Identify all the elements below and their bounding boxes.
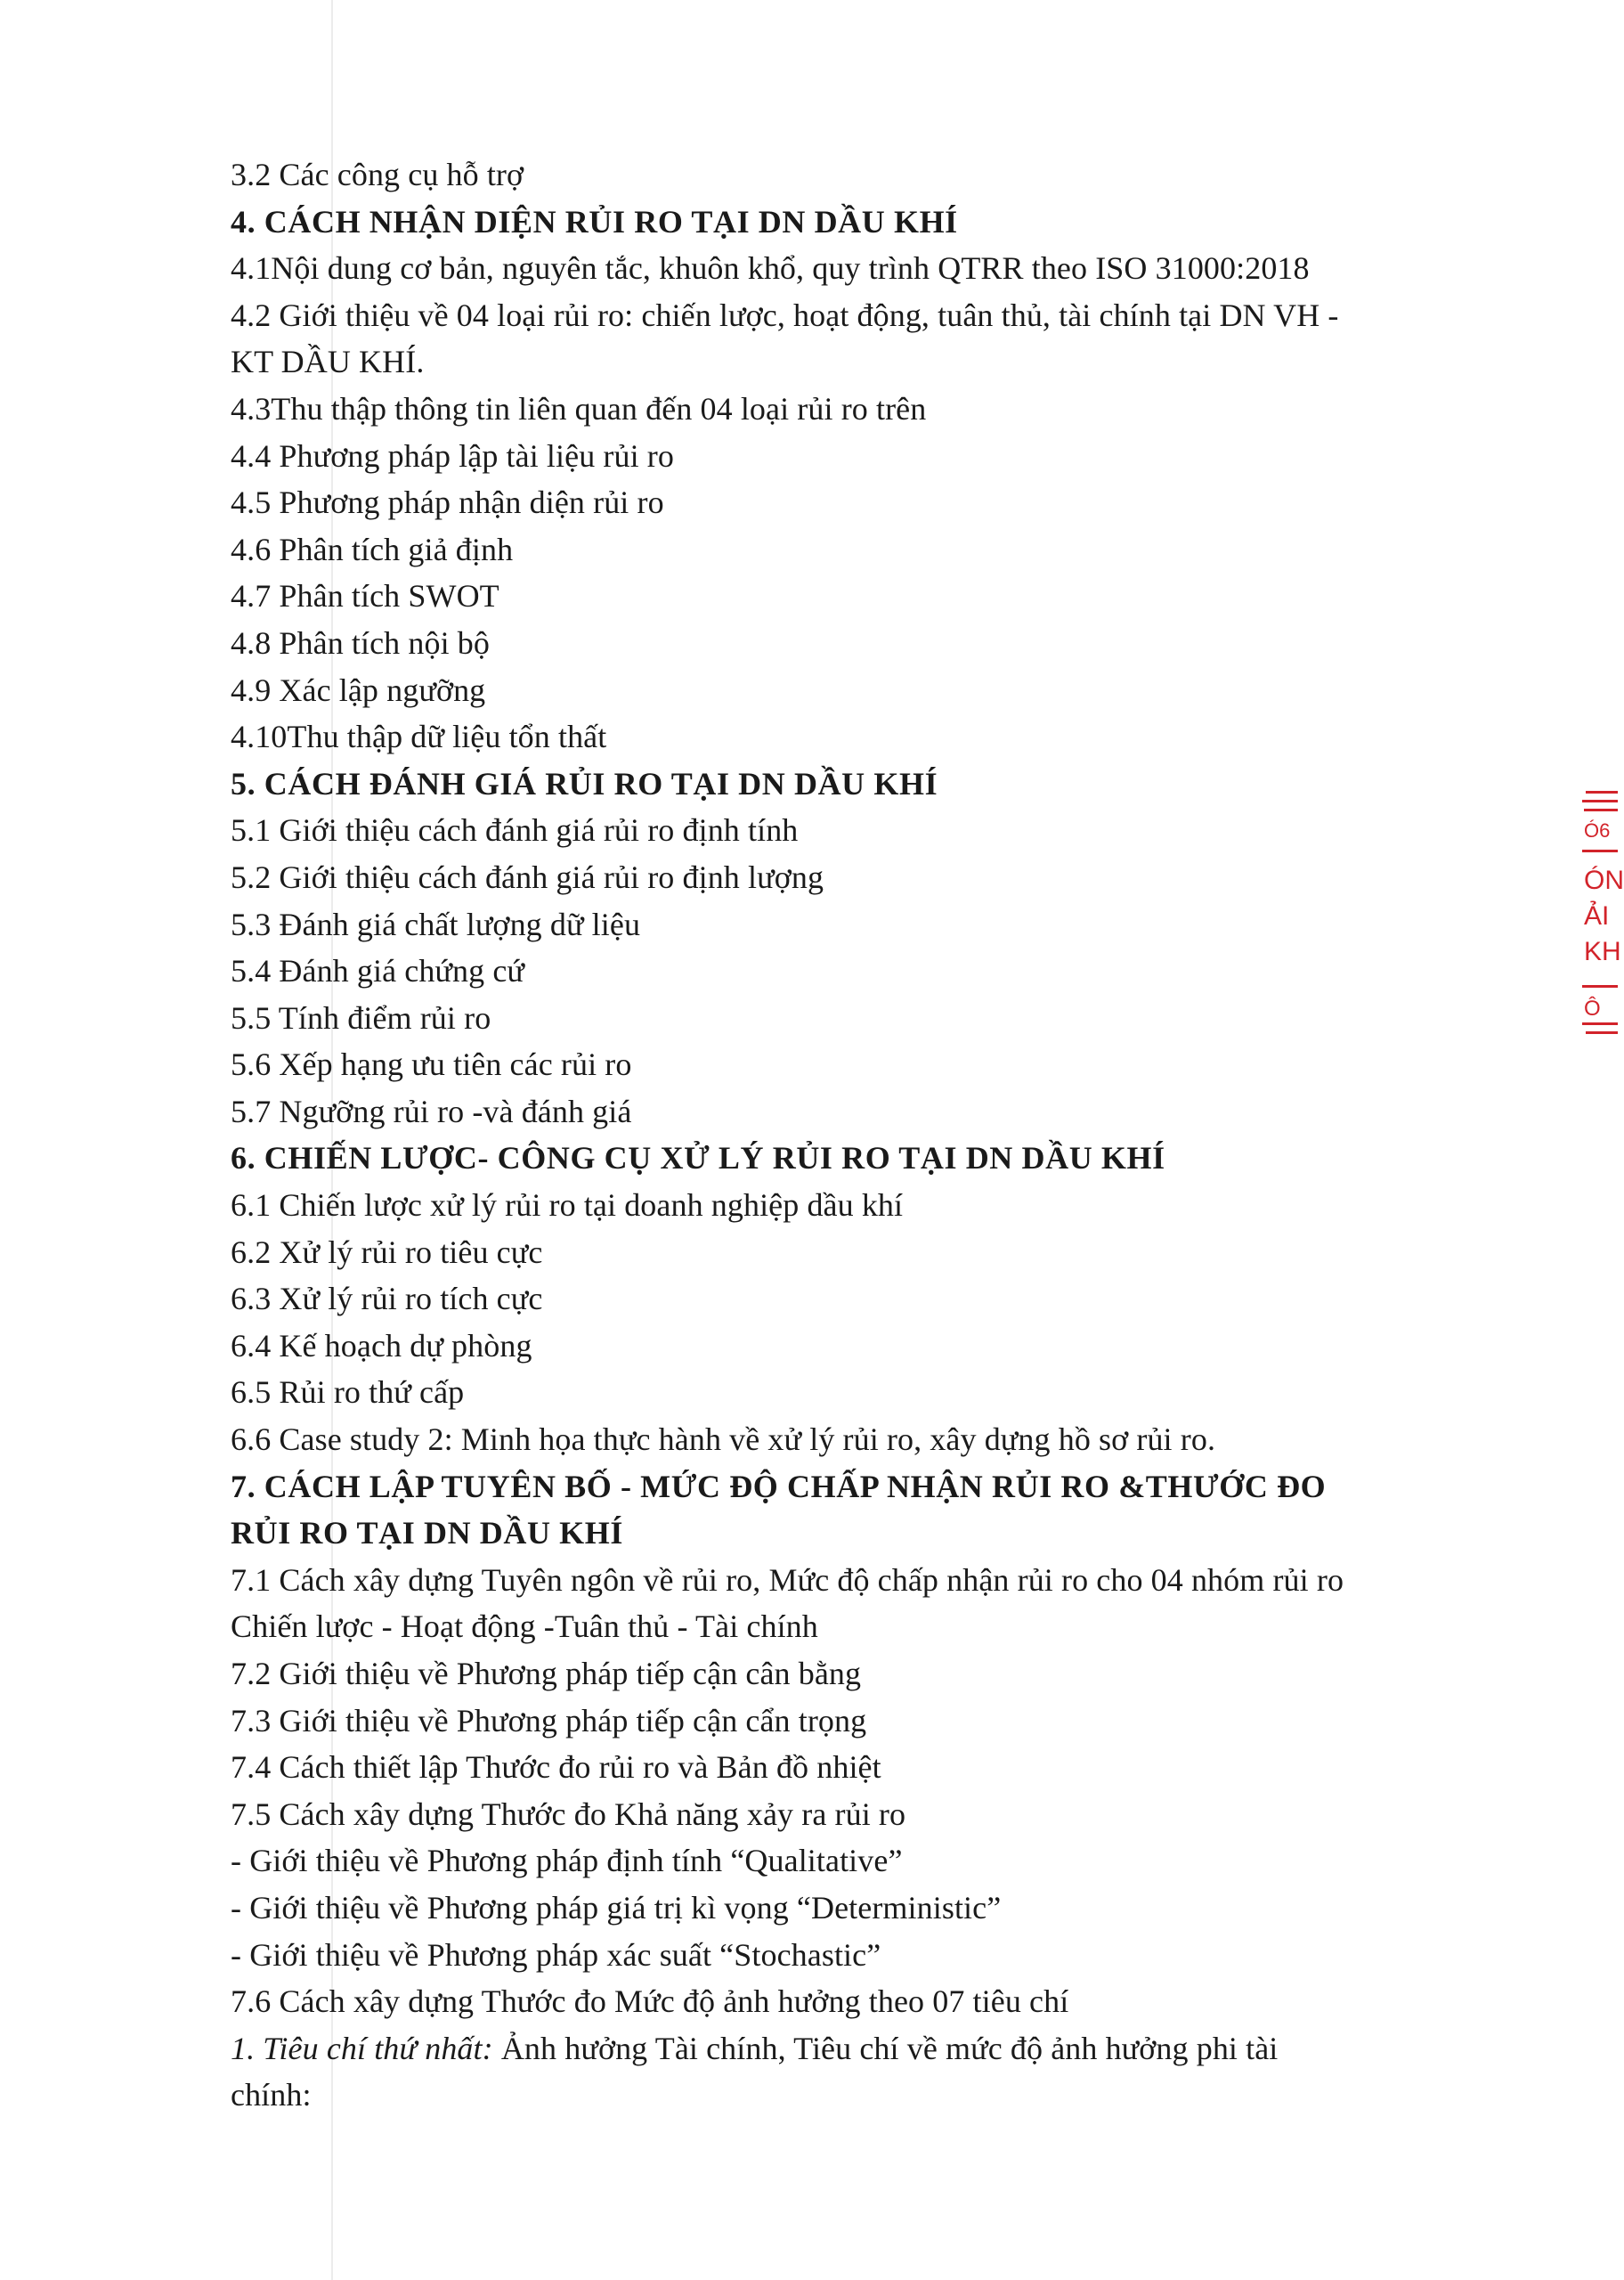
section-heading: 6. CHIẾN LƯỢC- CÔNG CỤ XỬ LÝ RỦI RO TẠI DN DẦU KHÍ <box>231 1140 1165 1177</box>
text-line: 6.3 Xử lý rủi ro tích cực <box>231 1281 543 1317</box>
document-page <box>231 151 1513 2119</box>
document-body <box>231 151 1513 2025</box>
text-line: 7.6 Cách xây dựng Thước đo Mức độ ảnh hưởng theo 07 tiêu chí <box>231 1983 1069 2020</box>
final-line: chính: <box>231 2077 312 2113</box>
text-line: 6.1 Chiến lược xử lý rủi ro tại doanh nghiệp dầu khí <box>231 1187 904 1224</box>
text-line: 7.1 Cách xây dựng Tuyên ngôn về rủi ro, Mức độ chấp nhận rủi ro cho 04 nhóm rủi ro <box>231 1561 1344 1598</box>
text-line: - Giới thiệu về Phương pháp xác suất “Stochastic” <box>231 1936 881 1973</box>
text-line: - Giới thiệu về Phương pháp định tính “Qualitative” <box>231 1843 903 1879</box>
text-line: 5.2 Giới thiệu cách đánh giá rủi ro định lượng <box>231 859 824 895</box>
text-line: 5.7 Ngưỡng rủi ro -và đánh giá <box>231 1093 632 1129</box>
text-line: 5.6 Xếp hạng ưu tiên các rủi ro <box>231 1046 632 1083</box>
text-line: 6.6 Case study 2: Minh họa thực hành về xử lý rủi ro, xây dựng hồ sơ rủi ro. <box>231 1421 1216 1458</box>
text-line: - Giới thiệu về Phương pháp giá trị kì vọng “Deterministic” <box>231 1889 1002 1926</box>
text-line: Chiến lược - Hoạt động -Tuân thủ - Tài chính <box>231 1608 818 1645</box>
text-line: 4.3Thu thập thông tin liên quan đến 04 loại rủi ro trên <box>231 390 927 427</box>
criterion-label: 1. Tiêu chí thứ nhất: <box>231 2030 493 2066</box>
text-line: KT DẦU KHÍ. <box>231 344 425 380</box>
text-line: 4.8 Phân tích nội bộ <box>231 624 490 661</box>
text-line: 4.7 Phân tích SWOT <box>231 578 499 615</box>
text-line: 5.3 Đánh giá chất lượng dữ liệu <box>231 906 641 942</box>
text-line: 4.6 Phân tích giả định <box>231 531 514 567</box>
section-heading: 4. CÁCH NHẬN DIỆN RỦI RO TẠI DN DẦU KHÍ <box>231 203 958 240</box>
stamp-text: Ô <box>1584 997 1601 1021</box>
text-line: 4.4 Phương pháp lập tài liệu rủi ro <box>231 437 674 474</box>
stamp-text: ẢI <box>1584 901 1610 931</box>
text-line: 5.4 Đánh giá chứng cứ <box>231 953 525 989</box>
text-line: 4.2 Giới thiệu về 04 loại rủi ro: chiến lược, hoạt động, tuân thủ, tài chính tại DN VH - <box>231 297 1339 333</box>
stamp-text: KH <box>1584 937 1621 966</box>
criterion-line <box>231 2025 1513 2072</box>
text-line: 6.5 Rủi ro thứ cấp <box>231 1374 465 1411</box>
text-line: 6.2 Xử lý rủi ro tiêu cực <box>231 1234 543 1270</box>
text-line: 4.10Thu thập dữ liệu tổn thất <box>231 719 607 755</box>
text-line: 7.5 Cách xây dựng Thước đo Khả năng xảy ra rủi ro <box>231 1796 906 1832</box>
text-line: 6.4 Kế hoạch dự phòng <box>231 1327 532 1364</box>
stamp-text: ÓN <box>1584 866 1624 895</box>
section-heading: 7. CÁCH LẬP TUYÊN BỐ - MỨC ĐỘ CHẤP NHẬN RỦI RO &THƯỚC ĐO <box>231 1468 1327 1504</box>
text-line: 7.3 Giới thiệu về Phương pháp tiếp cận cẩn trọng <box>231 1702 867 1738</box>
criterion-text: Ảnh hưởng Tài chính, Tiêu chí về mức độ ảnh hưởng phi tài <box>492 2030 1279 2066</box>
text-line: 3.2 Các công cụ hỗ trợ <box>231 157 524 192</box>
text-line: 4.5 Phương pháp nhận diện rủi ro <box>231 484 664 521</box>
text-line: 5.5 Tính điểm rủi ro <box>231 999 491 1036</box>
section-heading: RỦI RO TẠI DN DẦU KHÍ <box>231 1515 623 1551</box>
text-line: 5.1 Giới thiệu cách đánh giá rủi ro định tính <box>231 812 799 849</box>
section-heading: 5. CÁCH ĐÁNH GIÁ RỦI RO TẠI DN DẦU KHÍ <box>231 765 938 802</box>
text-line: 7.2 Giới thiệu về Phương pháp tiếp cận cân bằng <box>231 1656 862 1691</box>
stamp-text: Ó6 <box>1584 819 1611 842</box>
red-stamp-fragment <box>1579 784 1624 1069</box>
text-line: 4.9 Xác lập ngưỡng <box>231 672 486 708</box>
text-line: 4.1Nội dung cơ bản, nguyên tắc, khuôn khổ, quy trình QTRR theo ISO 31000:2018 <box>231 250 1310 287</box>
text-line: 7.4 Cách thiết lập Thước đo rủi ro và Bản đồ nhiệt <box>231 1749 881 1786</box>
